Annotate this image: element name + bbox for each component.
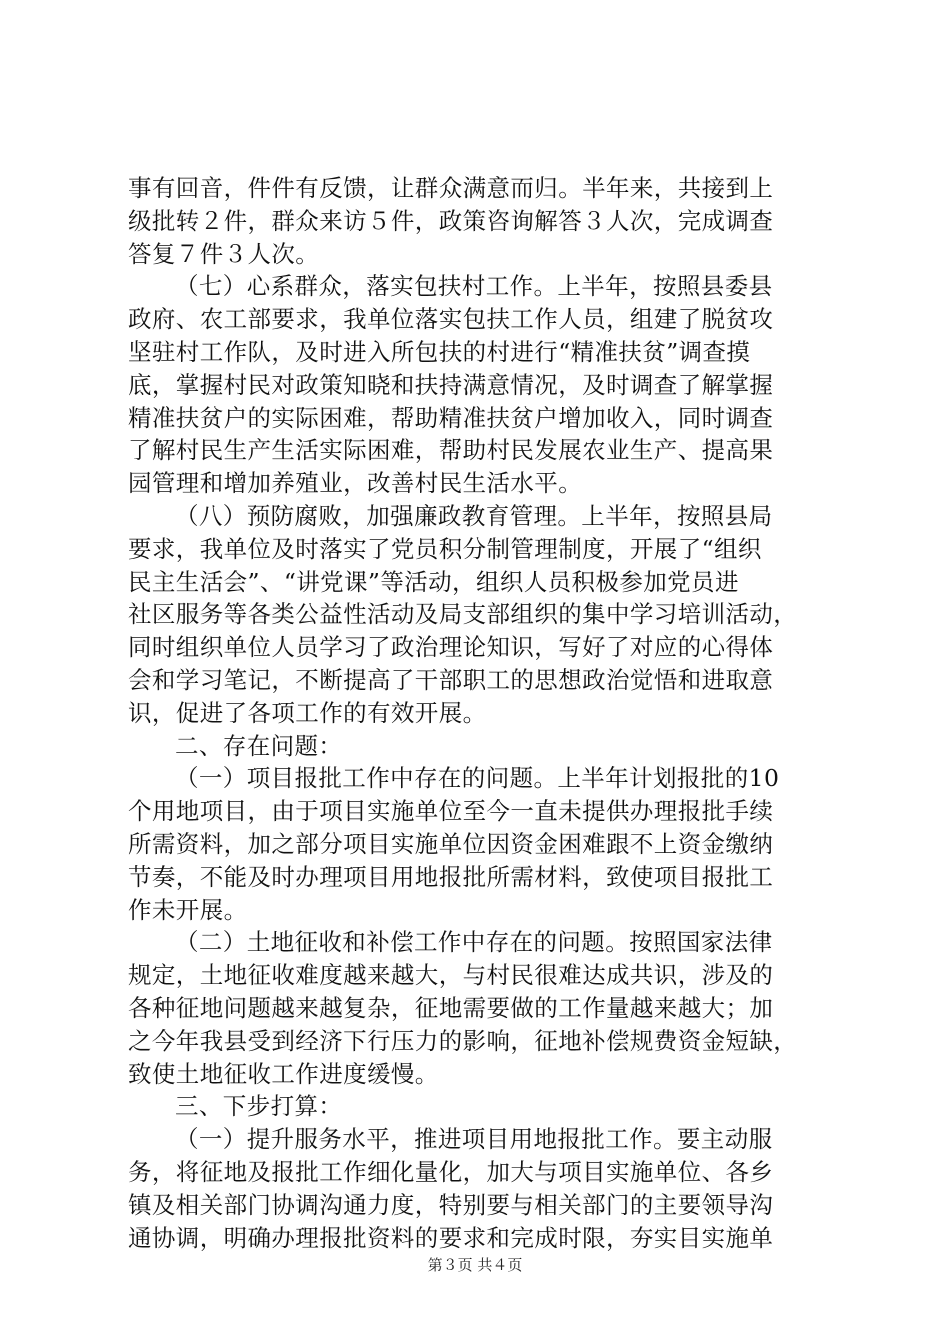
page-footer: 第３页 共４页 [427, 1256, 523, 1274]
text-line: 三、下步打算： [175, 1092, 343, 1121]
text-line: 规定，土地征收难度越来越大，与村民很难达成共识，涉及的 [128, 961, 774, 990]
text-line: 个用地项目，由于项目实施单位至今一直未提供办理报批手续 [128, 797, 774, 826]
text-line: 要求，我单位及时落实了党员积分制管理制度，开展了“组织 [128, 534, 762, 563]
text-line: 答复７件３人次。 [128, 239, 320, 268]
text-line: （一）项目报批工作中存在的问题。上半年计划报批的10 [175, 764, 780, 793]
text-line: 务，将征地及报批工作细化量化，加大与项目实施单位、各乡 [128, 1157, 774, 1186]
text-line: 所需资料，加之部分项目实施单位因资金困难跟不上资金缴纳 [128, 829, 774, 858]
text-line: 社区服务等各类公益性活动及局支部组织的集中学习培训活动， [128, 600, 798, 629]
text-line: 园管理和增加养殖业，改善村民生活水平。 [128, 469, 583, 498]
text-line: 各种征地问题越来越复杂，征地需要做的工作量越来越大；加 [128, 993, 774, 1022]
text-line: 精准扶贫户的实际困难，帮助精准扶贫户增加收入，同时调查 [128, 403, 774, 432]
text-line: （二）土地征收和补偿工作中存在的问题。按照国家法律 [175, 928, 773, 957]
text-line: 致使土地征收工作进度缓慢。 [128, 1059, 439, 1088]
text-line: 通协调，明确办理报批资料的要求和完成时限，夯实目实施单 [128, 1223, 774, 1252]
text-line: 坚驻村工作队，及时进入所包扶的村进行“精准扶贫”调查摸 [128, 337, 751, 366]
text-line: 之今年我县受到经济下行压力的影响，征地补偿规费资金短缺， [128, 1026, 798, 1055]
text-line: 了解村民生产生活实际困难，帮助村民发展农业生产、提高果 [128, 436, 774, 465]
document-body [128, 172, 828, 1254]
text-line: 作未开展。 [128, 895, 248, 924]
text-line: 民主生活会”、“讲党课”等活动，组织人员积极参加党员进 [128, 567, 739, 596]
text-line: （一）提升服务水平，推进项目用地报批工作。要主动服 [175, 1125, 773, 1154]
text-line: 政府、农工部要求，我单位落实包扶工作人员，组建了脱贫攻 [128, 305, 774, 334]
text-line: （八）预防腐败，加强廉政教育管理。上半年，按照县局 [175, 501, 773, 530]
text-line: 节奏，不能及时办理项目用地报批所需材料，致使项目报批工 [128, 862, 774, 891]
text-line: 级批转２件，群众来访５件，政策咨询解答３人次，完成调查 [128, 206, 774, 235]
text-line: 事有回音，件件有反馈，让群众满意而归。半年来，共接到上 [128, 174, 774, 202]
text-line: 识，促进了各项工作的有效开展。 [128, 698, 487, 727]
text-line: 会和学习笔记，不断提高了干部职工的思想政治觉悟和进取意 [128, 665, 774, 694]
text-line: 镇及相关部门协调沟通力度，特别要与相关部门的主要领导沟 [128, 1190, 774, 1219]
text-line: 同时组织单位人员学习了政治理论知识，写好了对应的心得体 [128, 633, 774, 662]
text-line: 二、存在问题： [175, 731, 343, 760]
text-line: （七）心系群众，落实包扶村工作。上半年，按照县委县 [175, 272, 773, 301]
text-line: 底，掌握村民对政策知晓和扶持满意情况，及时调查了解掌握 [128, 370, 774, 399]
